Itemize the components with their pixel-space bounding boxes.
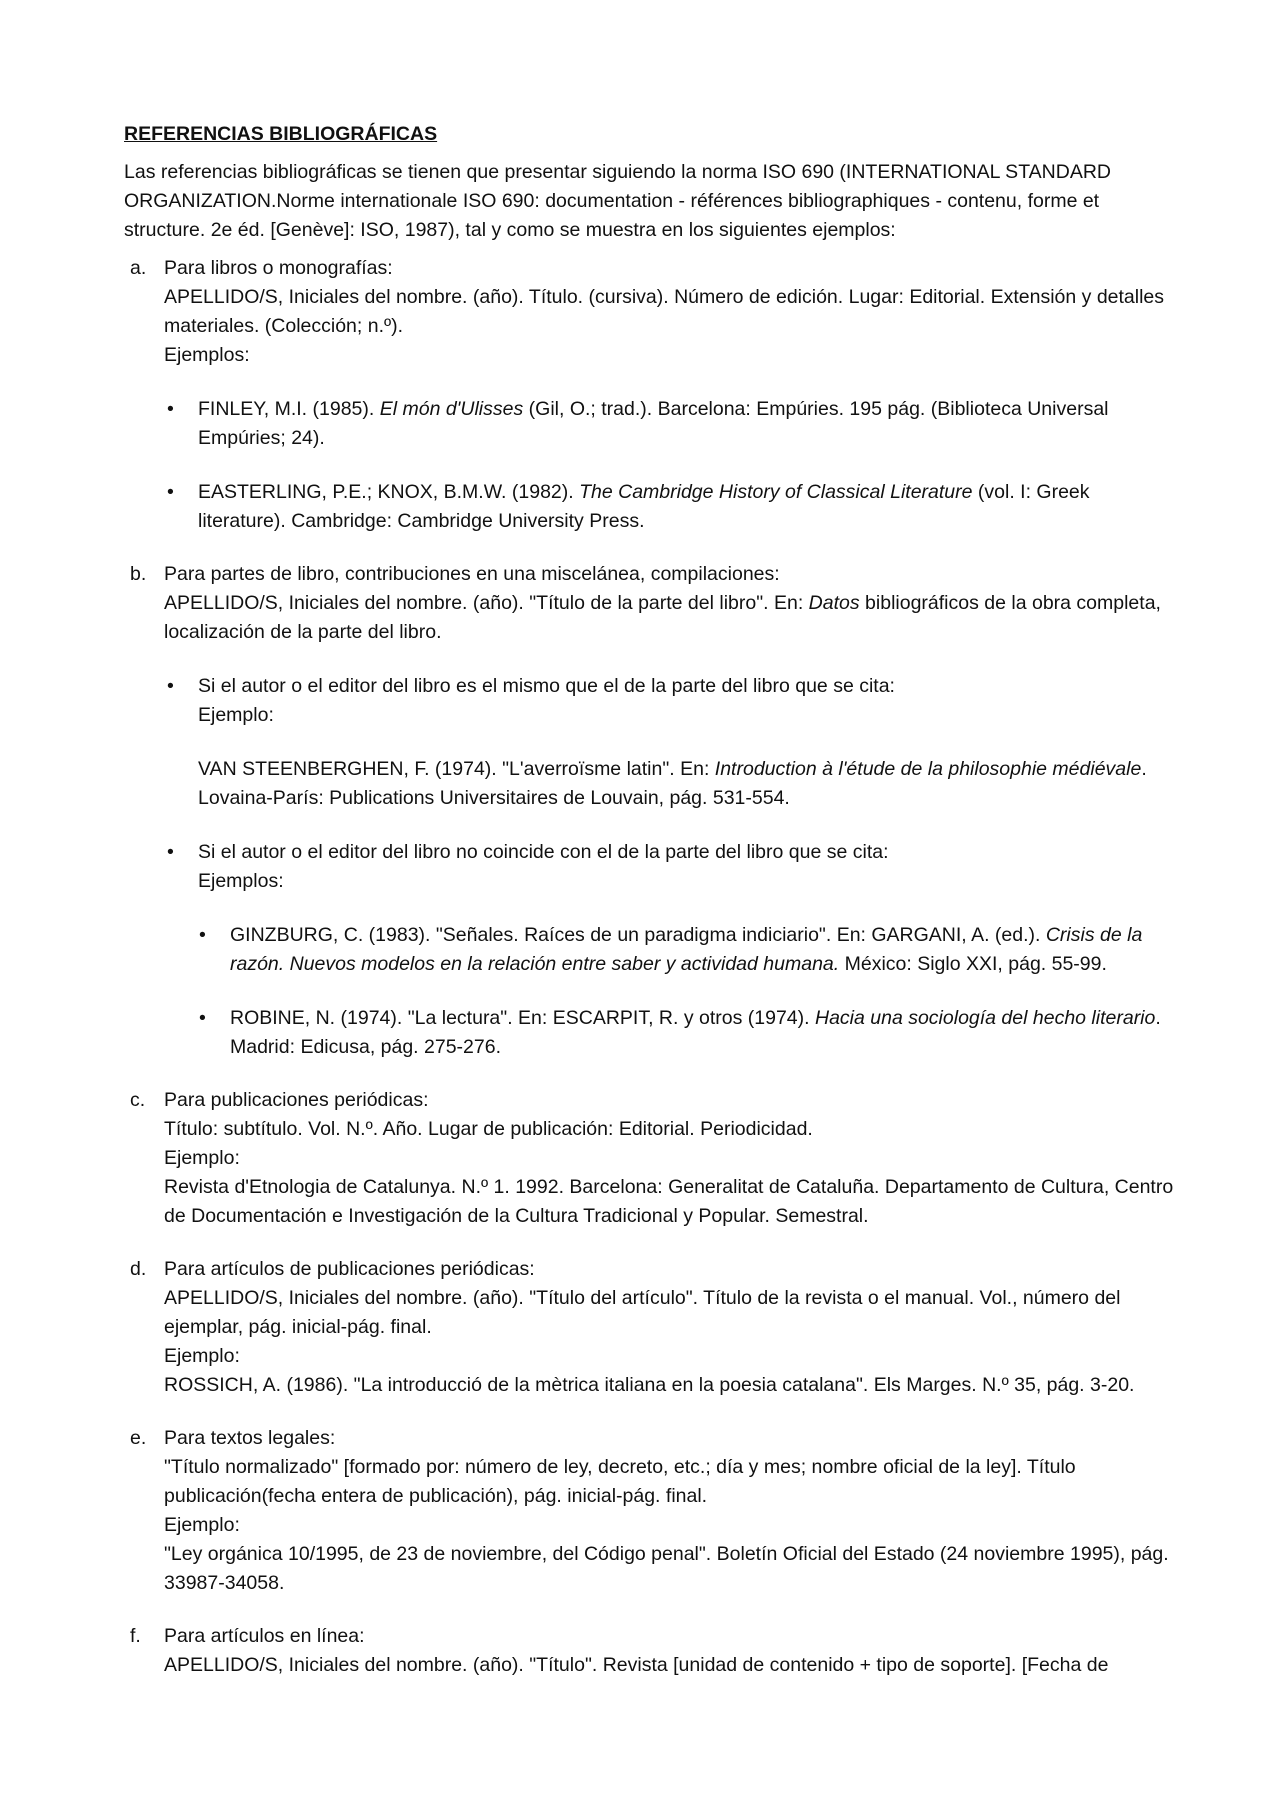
section-book-parts (124, 560, 1180, 1062)
section-marker: b. (130, 563, 147, 585)
reference-title: El món d'Ulisses (379, 398, 524, 420)
bullet-icon: • (167, 841, 174, 863)
format-description: Título: subtítulo. Vol. N.º. Año. Lugar de publicación: Editorial. Periodicidad. (164, 1118, 813, 1140)
section-articles (124, 1255, 1180, 1400)
section-marker: d. (130, 1258, 147, 1280)
examples-label: Ejemplo: (164, 1345, 240, 1367)
examples-label: Ejemplo: (164, 1514, 240, 1536)
reference-example (164, 395, 1180, 453)
examples-label: Ejemplos: (198, 870, 284, 892)
section-marker: e. (130, 1427, 147, 1449)
reference-text: (vol. I: Greek literature). Cambridge: Cambridge University Press. (198, 481, 1090, 532)
section-marker: c. (130, 1089, 146, 1111)
section-marker: a. (130, 257, 147, 279)
reference-example: Revista d'Etnologia de Catalunya. N.º 1. 1992. Barcelona: Generalitat de Cataluña. Departamento de Cultura, Centro de Documentación e Investigación de la Cultura Tradicional y Popular. Semestral. (164, 1176, 1174, 1227)
section-heading: Para publicaciones periódicas: (164, 1089, 429, 1111)
bullet-icon: • (167, 675, 174, 697)
page-title: REFERENCIAS BIBLIOGRÁFICAS (124, 123, 438, 145)
section-books (124, 254, 1180, 536)
section-heading: Para textos legales: (164, 1427, 336, 1449)
format-description: APELLIDO/S, Iniciales del nombre. (año). Título. (cursiva). Número de edición. Lugar: Editorial. Extensión y detalles materiales. (Colección; n.º). (164, 286, 1165, 337)
reference-text: (Gil, O.; trad.). Barcelona: Empúries. 195 pág. (Biblioteca Universal Empúries; 24). (198, 398, 1109, 449)
section-marker: f. (130, 1625, 141, 1647)
section-heading: Para artículos de publicaciones periódicas: (164, 1258, 535, 1280)
reference-text: FINLEY, M.I. (1985). (198, 398, 380, 420)
section-heading: Para artículos en línea: (164, 1625, 365, 1647)
examples-label: Ejemplos: (164, 344, 250, 366)
case-same-author (164, 672, 1180, 813)
reference-text: EASTERLING, P.E.; KNOX, B.M.W. (1982). (198, 481, 580, 503)
section-online-articles (124, 1622, 1180, 1680)
case-description: Si el autor o el editor del libro es el mismo que el de la parte del libro que se cita: (198, 675, 895, 697)
bullet-icon: • (167, 481, 174, 503)
format-description: APELLIDO/S, Iniciales del nombre. (año). "Título del artículo". Título de la revista o el manual. Vol., número del ejemplar, pág. inicial-pág. final. (164, 1287, 1121, 1338)
bullet-icon: • (199, 1007, 206, 1029)
format-description: "Título normalizado" [formado por: número de ley, decreto, etc.; día y mes; nombre oficial de la ley]. Título publicación(fecha entera de publicación), pág. inicial-pág. final. (164, 1456, 1076, 1507)
reference-example (164, 478, 1180, 536)
section-heading: Para libros o monografías: (164, 257, 393, 279)
case-description: Si el autor o el editor del libro no coincide con el de la parte del libro que se cita: (198, 841, 889, 863)
reference-example: ROSSICH, A. (1986). "La introducció de la mètrica italiana en la poesia catalana". Els Marges. N.º 35, pág. 3-20. (164, 1374, 1135, 1396)
format-description: APELLIDO/S, Iniciales del nombre. (año). "Título". Revista [unidad de contenido + tipo de soporte]. [Fecha de (164, 1654, 1109, 1676)
section-heading: Para partes de libro, contribuciones en una miscelánea, compilaciones: (164, 563, 780, 585)
bullet-icon: • (199, 924, 206, 946)
reference-example: • ROBINE, N. (1974). "La lectura". En: ESCARPIT, R. y otros (1974). Hacia una sociología del hecho literario. Madrid: Edicusa, pág. 275-276. (196, 1004, 1180, 1062)
intro-paragraph: Las referencias bibliográficas se tienen que presentar siguiendo la norma ISO 690 (INTERNATIONAL STANDARD ORGANIZATION.Norme internationale ISO 690: documentation - références bibliographiques - contenu, forme et structure. 2e éd. [Genève]: ISO, 1987), tal y como se muestra en los siguientes ejemplos: (124, 161, 1111, 241)
reference-example: • GINZBURG, C. (1983). "Señales. Raíces de un paradigma indiciario". En: GARGANI, A. (ed.). Crisis de la razón. Nuevos modelos en la relación entre saber y actividad humana. México: Siglo XXI, pág. 55-99. (196, 921, 1180, 979)
case-different-author (164, 838, 1180, 896)
section-periodicals (124, 1086, 1180, 1231)
examples-label: Ejemplo: (198, 704, 274, 726)
reference-example: "Ley orgánica 10/1995, de 23 de noviembre, del Código penal". Boletín Oficial del Estado (24 noviembre 1995), pág. 33987-34058. (164, 1543, 1169, 1594)
bullet-icon: • (167, 398, 174, 420)
reference-title: The Cambridge History of Classical Literature (579, 481, 973, 503)
examples-label: Ejemplo: (164, 1147, 240, 1169)
reference-example: VAN STEENBERGHEN, F. (1974). "L'averroïsme latin". En: Introduction à l'étude de la philosophie médiévale. Lovaina-París: Publications Universitaires de Louvain, pág. 531-554. (198, 758, 1147, 809)
section-legal-texts (124, 1424, 1180, 1598)
format-description: APELLIDO/S, Iniciales del nombre. (año). "Título de la parte del libro". En: Datos bibliográficos de la obra completa, localización de la parte del libro. (164, 592, 1161, 643)
